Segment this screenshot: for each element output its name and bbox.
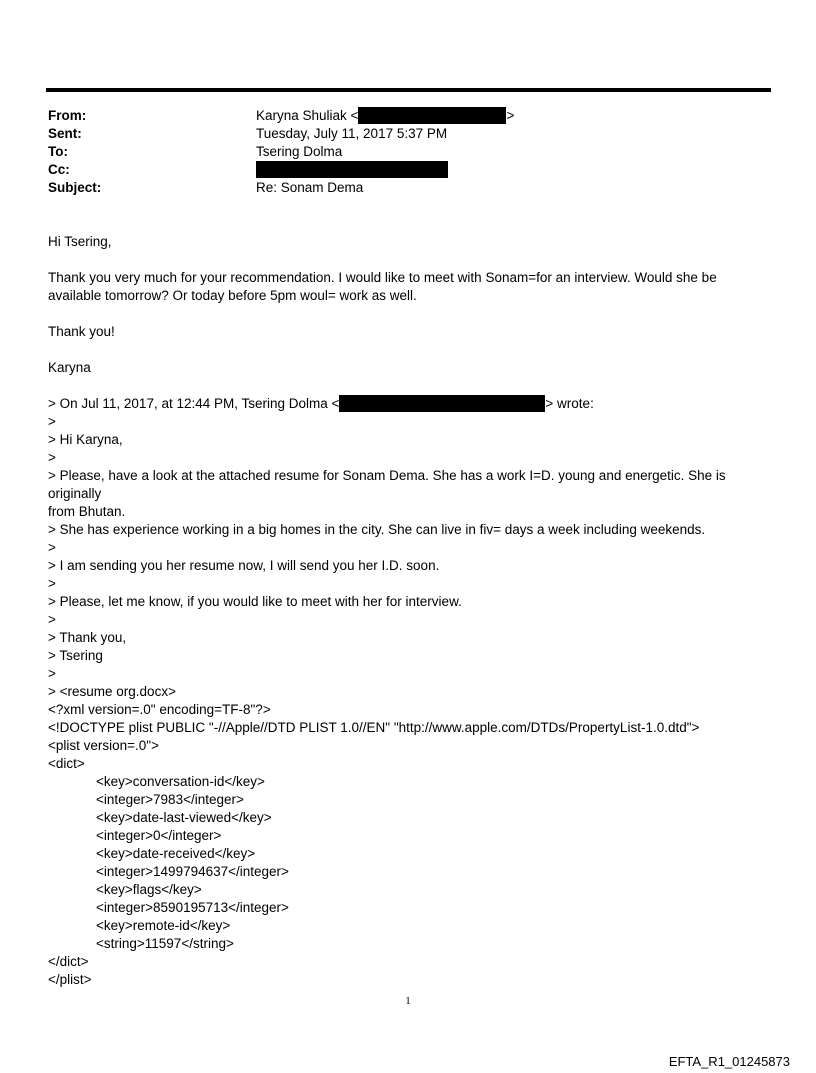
cc-label: Cc: bbox=[48, 162, 70, 177]
to-row bbox=[48, 143, 748, 161]
sent-row bbox=[48, 125, 748, 143]
text-line: <dict> bbox=[48, 756, 85, 771]
header-rule bbox=[46, 88, 771, 92]
from-row bbox=[48, 107, 748, 125]
plist-entry: <key>date-last-viewed</key> bbox=[96, 810, 272, 825]
plist-entry: <integer>1499794637</integer> bbox=[96, 864, 289, 879]
text-line: from Bhutan. bbox=[48, 504, 126, 519]
text-line: > bbox=[48, 450, 56, 465]
plist-entry: <key>conversation-id</key> bbox=[96, 774, 265, 789]
plist-entry: <key>flags</key> bbox=[96, 882, 202, 897]
sent-label: Sent: bbox=[48, 126, 82, 141]
plist-entry: <integer>8590195713</integer> bbox=[96, 900, 289, 915]
text-line: > bbox=[48, 666, 56, 681]
text-line: > Please, let me know, if you would like to meet with her for interview. bbox=[48, 594, 462, 609]
text-line: > Tsering bbox=[48, 648, 103, 663]
quote-intro: > On Jul 11, 2017, at 12:44 PM, Tsering Dolma <t > wrote: bbox=[48, 396, 594, 411]
email-body bbox=[48, 233, 776, 989]
plist-entry: <key>remote-id</key> bbox=[96, 918, 231, 933]
plist-entry: <string>11597</string> bbox=[96, 936, 234, 951]
text-line: </plist> bbox=[48, 972, 92, 987]
plist-block bbox=[48, 701, 776, 989]
bates-number: EFTA_R1_01245873 bbox=[668, 1054, 790, 1069]
text-line: > bbox=[48, 612, 56, 627]
text-line: > bbox=[48, 414, 56, 429]
redaction-box bbox=[256, 161, 448, 178]
text-line: > bbox=[48, 576, 56, 591]
plist-entry: <integer>0</integer> bbox=[96, 828, 222, 843]
text-line: > Hi Karyna, bbox=[48, 432, 123, 447]
quoted-message bbox=[48, 413, 776, 701]
from-close: > bbox=[506, 108, 515, 123]
text-line: </dict> bbox=[48, 954, 89, 969]
text-line: <?xml version=.0" encoding=TF-8"?> bbox=[48, 702, 271, 717]
text-line: > Thank you, bbox=[48, 630, 127, 645]
body-line: Thank you very much for your recommendation. I would like to meet with Sonam=for an interview. Would she be bbox=[48, 270, 717, 285]
redaction-box bbox=[358, 107, 506, 124]
cc-row bbox=[48, 161, 748, 179]
text-line: <!DOCTYPE plist PUBLIC "-//Apple//DTD PLIST 1.0//EN" "http://www.apple.com/DTDs/PropertyList-1.0.dtd"> bbox=[48, 720, 700, 735]
text-line: > Please, have a look at the attached resume for Sonam Dema. She has a work I=D. young and energetic. She is originally bbox=[48, 468, 726, 501]
from-label: From: bbox=[48, 108, 87, 123]
text-line: > bbox=[48, 540, 56, 555]
text-line: > She has experience working in a big homes in the city. She can live in fiv= days a week including weekends. bbox=[48, 522, 706, 537]
plist-entry: <integer>7983</integer> bbox=[96, 792, 244, 807]
text-line: > I am sending you her resume now, I will send you her I.D. soon. bbox=[48, 558, 440, 573]
subject-label: Subject: bbox=[48, 180, 102, 195]
sent-value: Tuesday, July 11, 2017 5:37 PM bbox=[256, 126, 448, 141]
thanks-line: Thank you! bbox=[48, 324, 115, 339]
plist-entry: <key>date-received</key> bbox=[96, 846, 256, 861]
email-header bbox=[48, 107, 748, 197]
subject-row bbox=[48, 179, 748, 197]
body-line: available tomorrow? Or today before 5pm woul= work as well. bbox=[48, 288, 417, 303]
to-label: To: bbox=[48, 144, 68, 159]
signature: Karyna bbox=[48, 360, 91, 375]
text-line: > <resume org.docx> bbox=[48, 684, 176, 699]
from-name: Karyna Shuliak < bbox=[256, 108, 359, 123]
greeting: Hi Tsering, bbox=[48, 234, 112, 249]
to-value: Tsering Dolma bbox=[256, 144, 343, 159]
text-line: <plist version=.0"> bbox=[48, 738, 159, 753]
subject-value: Re: Sonam Dema bbox=[256, 180, 364, 195]
page-number: 1 bbox=[405, 995, 411, 1007]
redaction-box: t bbox=[339, 395, 545, 412]
